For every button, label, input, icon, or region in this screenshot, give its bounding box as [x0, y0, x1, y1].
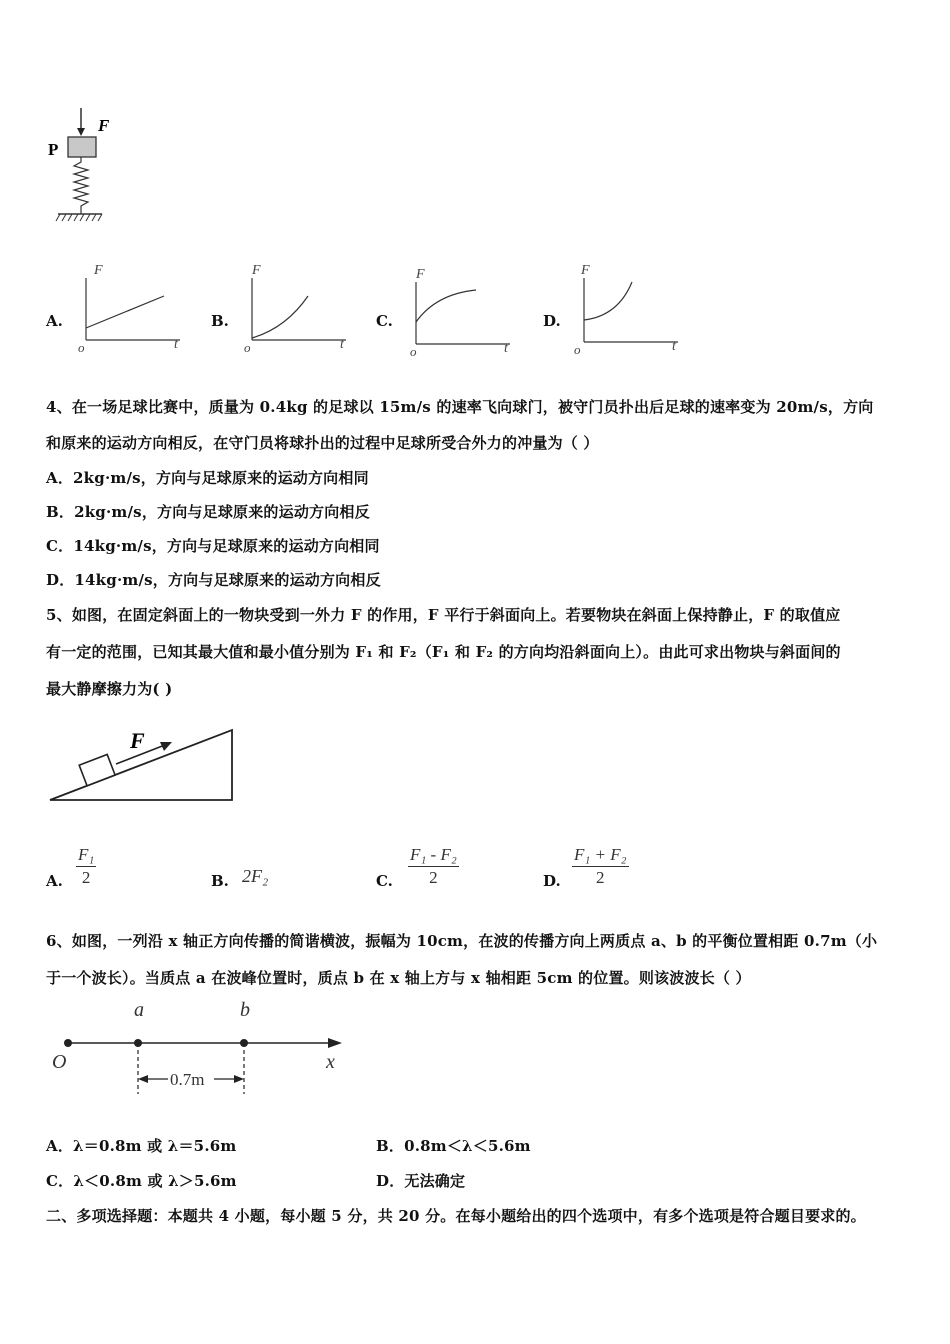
- q6-stem-line1: 6、如图，一列沿 x 轴正方向传播的简谐横波，振幅为 10cm，在波的传播方向上两质点 a、b 的平衡位置相距 0.7m（小: [46, 932, 878, 950]
- graph-curve: [86, 296, 164, 328]
- svg-text:F: F: [581, 263, 590, 278]
- q6-option-b: B．0.8m＜λ＜5.6m: [376, 1137, 531, 1155]
- axis-label: x: [326, 1051, 335, 1073]
- svg-text:o: o: [574, 342, 581, 355]
- q5-stem-line1: 5、如图，在固定斜面上的一物块受到一外力 F 的作用，F 平行于斜面向上。若要物块在斜面上保持静止，F 的取值应: [46, 606, 841, 624]
- q4-option-d: D．14kg·m/s，方向与足球原来的运动方向相反: [46, 571, 381, 589]
- graph-option-c: [402, 262, 522, 357]
- graph-option-d: [570, 260, 690, 355]
- svg-text:o: o: [410, 344, 417, 357]
- svg-text:t: t: [504, 341, 508, 356]
- q5-option-b-expr: 2F₂: [242, 866, 269, 886]
- svg-text:o: o: [244, 340, 251, 355]
- graph-option-c-letter: C.: [376, 312, 393, 330]
- q6-option-d: D．无法确定: [376, 1172, 466, 1190]
- graph-option-a: [72, 260, 192, 355]
- q4-option-b: B．2kg·m/s，方向与足球原来的运动方向相反: [46, 503, 370, 521]
- graph-curve: [416, 290, 476, 322]
- graph-curve: [584, 282, 632, 320]
- spring: [74, 157, 88, 214]
- svg-text:t: t: [672, 339, 676, 354]
- origin-dot: [64, 1039, 72, 1047]
- graph-option-a-letter: A.: [46, 312, 63, 330]
- block-label: P: [48, 140, 59, 159]
- q4-stem-line1: 4、在一场足球比赛中，质量为 0.4kg 的足球以 15m/s 的速率飞向球门，被守门员扑出后足球的速率变为 20m/s，方向: [46, 398, 874, 416]
- spring-block-figure: [40, 100, 130, 230]
- incline-force-label: F: [130, 728, 145, 753]
- graph-option-b-letter: B.: [211, 312, 229, 330]
- q5-option-a-fraction: $\frac{\text{F₁}}{2}$: [78, 845, 95, 887]
- distance-label: 0.7m: [170, 1070, 205, 1089]
- q5-stem-line3: 最大静摩擦力为( ): [46, 680, 173, 698]
- svg-text:t: t: [340, 337, 344, 352]
- q5-option-a-letter: A.: [46, 872, 63, 890]
- q5-option-c-fraction: $\frac{\text{F₁ - F₂}}{2}$: [410, 845, 457, 887]
- point-a-label: a: [134, 999, 144, 1021]
- block-p: [68, 137, 96, 157]
- graph-option-d-letter: D.: [543, 312, 561, 330]
- origin-label: O: [52, 1051, 67, 1073]
- section-2-heading: 二、多项选择题：本题共 4 小题，每小题 5 分，共 20 分。在每小题给出的四个选项中，有多个选项是符合题目要求的。: [46, 1207, 866, 1225]
- point-b-label: b: [240, 999, 250, 1021]
- q5-option-d-fraction: $\frac{\text{F₁ + F₂}}{2}$: [574, 845, 627, 887]
- svg-text:t: t: [174, 337, 178, 352]
- svg-text:F: F: [94, 263, 103, 278]
- q6-option-a: A．λ＝0.8m 或 λ＝5.6m: [46, 1137, 237, 1155]
- svg-text:o: o: [78, 340, 85, 355]
- q5-option-c-letter: C.: [376, 872, 393, 890]
- graph-curve: [252, 296, 308, 338]
- incline-block: [79, 754, 115, 785]
- graph-option-b: [238, 260, 358, 355]
- q6-option-c: C．λ＜0.8m 或 λ＞5.6m: [46, 1172, 237, 1190]
- q5-option-d-letter: D.: [543, 872, 561, 890]
- q5-stem-line2: 有一定的范围，已知其最大值和最小值分别为 F₁ 和 F₂（F₁ 和 F₂ 的方向均沿斜面向上）。由此可求出物块与斜面间的: [46, 643, 841, 661]
- q6-stem-line2: 于一个波长）。当质点 a 在波峰位置时，质点 b 在 x 轴上方与 x 轴相距 5cm 的位置。则该波波长（ ）: [46, 969, 751, 987]
- svg-text:F: F: [416, 267, 425, 282]
- force-label: F: [98, 116, 110, 135]
- incline-figure: [44, 722, 244, 806]
- q5-option-b-letter: B.: [211, 872, 229, 890]
- q4-option-a: A．2kg·m/s，方向与足球原来的运动方向相同: [46, 469, 369, 487]
- wave-axis-figure: [46, 996, 356, 1100]
- q4-stem-line2: 和原来的运动方向相反，在守门员将球扑出的过程中足球所受合外力的冲量为（ ）: [46, 434, 599, 452]
- svg-text:F: F: [252, 263, 261, 278]
- q4-option-c: C．14kg·m/s，方向与足球原来的运动方向相同: [46, 537, 380, 555]
